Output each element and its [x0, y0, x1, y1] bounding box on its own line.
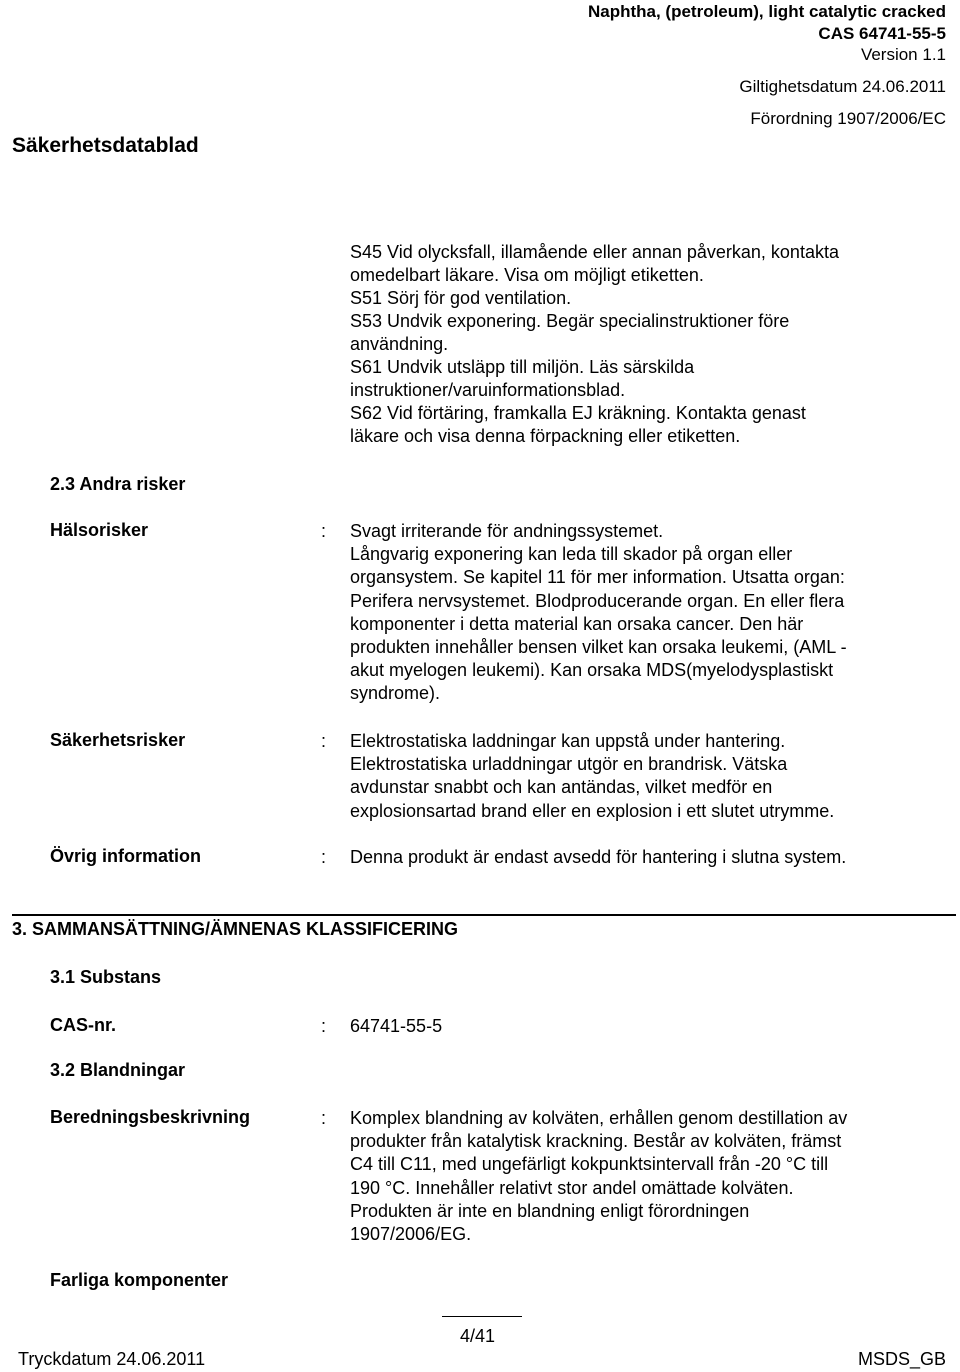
text-line: organsystem. Se kapitel 11 för mer information. Utsatta organ:: [350, 567, 845, 588]
health-risks-text: [350, 520, 847, 706]
text-line: C4 till C11, med ungefärligt kokpunktsintervall från -20 °C till: [350, 1154, 829, 1175]
health-risks-label: Hälsorisker: [50, 520, 149, 540]
product-name: Naphtha, (petroleum), light catalytic cracked: [587, 2, 946, 21]
text-line: avdunstar snabbt och kan antändas, vilket medför en: [350, 777, 773, 798]
text-line: produkten innehåller bensen vilket kan orsaka leukemi, (AML -: [350, 637, 847, 658]
document-code: MSDS_GB: [857, 1349, 946, 1369]
cas-label: CAS-nr.: [50, 1015, 117, 1035]
safety-phrase-line: S45 Vid olycksfall, illamående eller annan påverkan, kontakta: [350, 242, 839, 262]
hazardous-components-label: Farliga komponenter: [50, 1270, 229, 1290]
text-line: 190 °C. Innehåller relativt stor andel omättade kolväten.: [350, 1177, 794, 1198]
text-line: Denna produkt är endast avsedd för hantering i slutna system.: [350, 847, 847, 867]
other-info-label: Övrig information: [50, 846, 202, 866]
text-line: Perifera nervsystemet. Blodproducerande organ. En eller flera: [350, 590, 845, 611]
text-line: 1907/2006/EG.: [350, 1224, 472, 1245]
version-label: Version 1.1: [860, 45, 946, 64]
other-info-text: [350, 846, 846, 869]
preparation-label: Beredningsbeskrivning: [50, 1107, 251, 1127]
page-number: 4/41: [460, 1326, 496, 1346]
text-line: syndrome).: [350, 683, 441, 704]
mixtures-subheading: 3.2 Blandningar: [50, 1060, 186, 1080]
section-divider: [12, 914, 956, 916]
section-2-3-heading: 2.3 Andra risker: [50, 474, 186, 494]
cas-value: 64741-55-5: [350, 1016, 443, 1036]
safety-risks-text: [350, 730, 834, 823]
colon: :: [321, 521, 327, 541]
colon: :: [321, 1108, 327, 1128]
safety-phrase-line: S53 Undvik exponering. Begär specialinstruktioner före: [350, 311, 790, 331]
text-line: explosionsartad brand eller en explosion i ett slutet utrymme.: [350, 800, 835, 821]
text-line: Produkten är inte en blandning enligt förordningen: [350, 1200, 750, 1221]
safety-phrase-line: S62 Vid förtäring, framkalla EJ kräkning. Kontakta genast: [350, 403, 806, 423]
text-line: komponenter i detta material kan orsaka cancer. Den här: [350, 613, 804, 634]
cas-header: CAS 64741-55-5: [818, 24, 946, 43]
text-line: produkter från katalytisk krackning. Består av kolväten, främst: [350, 1131, 842, 1152]
text-line: akut myelogen leukemi). Kan orsaka MDS(myelodysplastiskt: [350, 660, 834, 681]
text-line: Långvarig exponering kan leda till skador på organ eller: [350, 544, 793, 565]
colon: :: [321, 731, 327, 751]
substance-subheading: 3.1 Substans: [50, 967, 162, 987]
document-title: Säkerhetsdatablad: [12, 134, 199, 157]
safety-phrase-line: instruktioner/varuinformationsblad.: [350, 380, 626, 400]
safety-phrase-line: läkare och visa denna förpackning eller etiketten.: [350, 426, 741, 446]
validity-date: Giltighetsdatum 24.06.2011: [739, 77, 946, 96]
text-line: Elektrostatiska urladdningar utgör en brandrisk. Vätska: [350, 754, 788, 775]
footer-divider: [442, 1316, 522, 1317]
text-line: Elektrostatiska laddningar kan uppstå under hantering.: [350, 731, 786, 751]
section-3-heading: 3. SAMMANSÄTTNING/ÄMNENAS KLASSIFICERING: [12, 919, 459, 939]
text-line: Svagt irriterande för andningssystemet.: [350, 521, 664, 541]
safety-risks-label: Säkerhetsrisker: [50, 730, 186, 750]
safety-phrases: [350, 241, 839, 448]
safety-phrase-line: omedelbart läkare. Visa om möjligt etiketten.: [350, 265, 704, 285]
colon: :: [321, 847, 327, 867]
regulation-label: Förordning 1907/2006/EC: [750, 109, 946, 128]
safety-phrase-line: S51 Sörj för god ventilation.: [350, 288, 572, 308]
print-date: Tryckdatum 24.06.2011: [18, 1349, 206, 1369]
text-line: Komplex blandning av kolväten, erhållen genom destillation av: [350, 1108, 848, 1128]
colon: :: [321, 1016, 327, 1036]
safety-phrase-line: S61 Undvik utsläpp till miljön. Läs särskilda: [350, 357, 695, 377]
preparation-text: [350, 1107, 847, 1246]
safety-phrase-line: användning.: [350, 334, 449, 354]
